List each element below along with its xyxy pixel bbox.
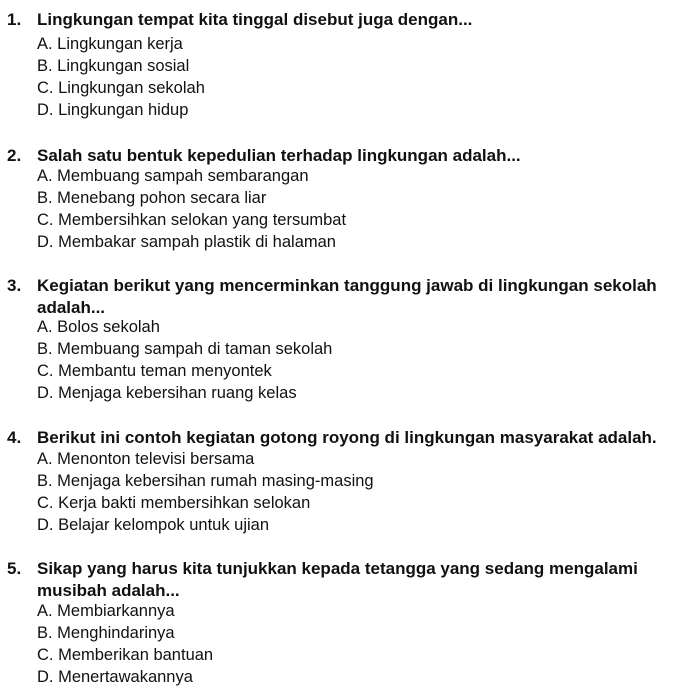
question-number: 1. [7,10,22,29]
option-b: B. Lingkungan sosial [37,57,190,75]
option-d: D. Menjaga kebersihan ruang kelas [37,384,297,402]
option-list [37,448,374,536]
question-5 [0,558,686,686]
option-d: D. Belajar kelompok untuk ujian [37,516,270,534]
option-d: D. Membakar sampah plastik di halaman [37,233,336,251]
option-a: A. Menonton televisi bersama [37,450,255,468]
question-text-line-2: musibah adalah... [37,581,180,600]
question-number: 5. [7,559,22,578]
question-text: Berikut ini contoh kegiatan gotong royong di lingkungan masyarakat adalah. [37,428,657,447]
option-list [37,33,205,121]
question-2 [0,145,686,251]
option-c: C. Membantu teman menyontek [37,362,272,380]
option-b: B. Menghindarinya [37,624,175,642]
option-d: D. Lingkungan hidup [37,101,189,119]
question-header [0,275,686,319]
question-1 [0,9,686,119]
question-number: 3. [7,276,22,295]
option-list [37,600,213,688]
question-text-line-1: Sikap yang harus kita tunjukkan kepada tetangga yang sedang mengalami [37,559,638,578]
option-b: B. Membuang sampah di taman sekolah [37,340,333,358]
question-text: Salah satu bentuk kepedulian terhadap lingkungan adalah... [37,146,521,165]
question-header [0,558,686,602]
question-text [37,275,686,319]
question-text: Lingkungan tempat kita tinggal disebut juga dengan... [37,10,473,29]
question-text-line-2: adalah... [37,298,106,317]
question-header [0,9,686,31]
question-header [0,145,686,167]
option-a: A. Lingkungan kerja [37,35,183,53]
option-a: A. Membiarkannya [37,602,175,620]
question-text-line-1: Kegiatan berikut yang mencerminkan tanggung jawab di lingkungan sekolah [37,276,657,295]
option-a: A. Bolos sekolah [37,318,160,336]
option-list [37,316,332,404]
option-c: C. Kerja bakti membersihkan selokan [37,494,311,512]
question-number: 4. [7,428,22,447]
option-d: D. Menertawakannya [37,668,193,686]
question-text [37,558,686,602]
question-3 [0,275,686,402]
option-c: C. Memberikan bantuan [37,646,214,664]
option-list [37,165,346,253]
option-b: B. Menjaga kebersihan rumah masing-masing [37,472,374,490]
option-c: C. Lingkungan sekolah [37,79,205,97]
question-header [0,427,686,449]
question-number: 2. [7,146,22,165]
option-a: A. Membuang sampah sembarangan [37,167,309,185]
option-c: C. Membersihkan selokan yang tersumbat [37,211,347,229]
question-4 [0,427,686,534]
option-b: B. Menebang pohon secara liar [37,189,267,207]
